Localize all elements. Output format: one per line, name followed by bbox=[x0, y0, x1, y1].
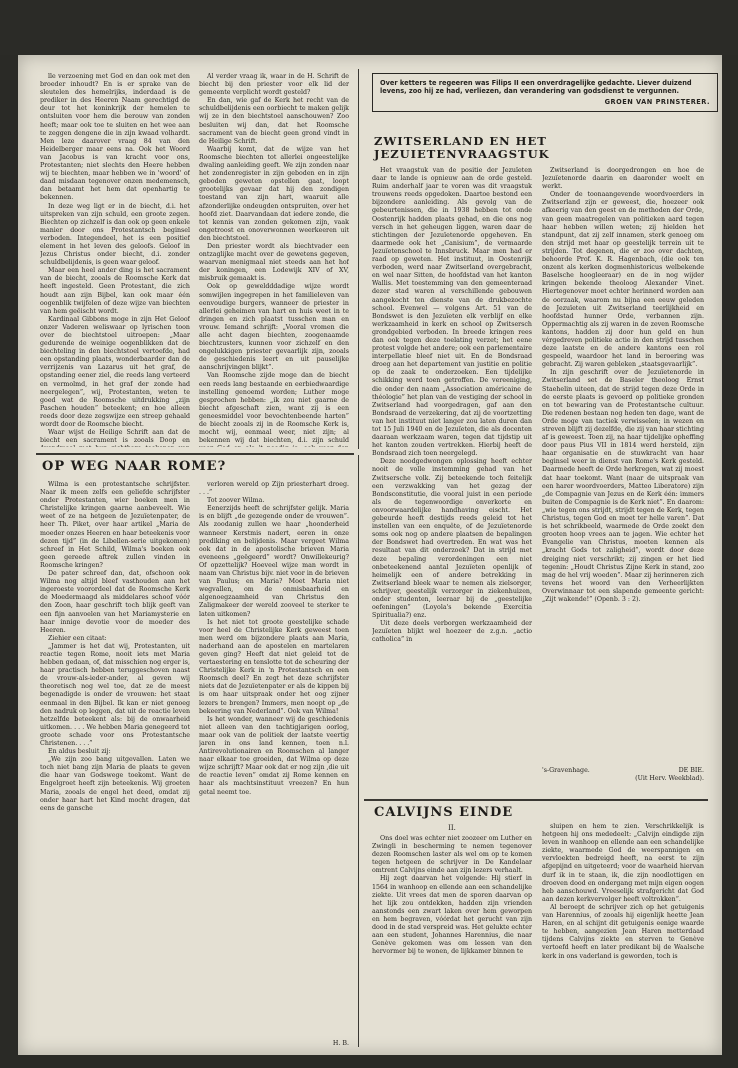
horizontal-rule-left bbox=[36, 453, 354, 455]
paragraph: Ons doel was echter niet zoozeer om Luther en Zwingli in bescherming te nemen tegenover dezen Roomschen laster als wel om op te komen tegen hetgeen de schrijver in De Kandelaar omtrent Calvijns einde aan zijn lezers verhaalt. bbox=[372, 835, 532, 875]
zwitserland-col4-text bbox=[542, 167, 704, 767]
calvijn-col4-text bbox=[542, 823, 704, 1047]
column-rule-bottom bbox=[358, 455, 359, 1047]
paragraph: Tot zoover Wilma. bbox=[207, 497, 265, 505]
paragraph: Is het niet tot groote geestelijke schade voor heel de Christelijke Kerk geweest toen men werd om bijzondere plaats aan Maria, naderhand aan de apostelen en martelaren geven ging? Heeft dat niet geleid tot de vertaestering en tenslotte tot de scheuring der Christelijke Kerk in 'n Protestantsch en een Roomsch deel? En zegt het deze schrijfster niets dat de Jezuïetenpater er als de kippen bij is om haar uitspraak onder het oog zijner lezers te brengen? Immers, men noopt op „de bekeering van Nederland”. Ook van Wilma! bbox=[199, 618, 349, 715]
paragraph: verloren wereld op Zijn priesterhart droeg. . . .” bbox=[199, 481, 349, 497]
col1-top-text bbox=[40, 73, 190, 447]
paragraph: Al verder vraag ik, waar in de H. Schrift de biecht bij den priester voor elk lid der gemeente verplicht wordt gesteld? bbox=[199, 73, 349, 97]
zwitserland-signature: DE BIE. bbox=[678, 767, 704, 774]
paragraph: Eenerzijds heeft de schrijfster gelijk. Maria is en blijft „de gezegende onder de vrouwen”. Als zoodanig zullen we haar „hoonderheid wanneer Kerstmis nadert, eeren in onze prediking en belijdenis. Maar vergeet Wilma ook dat in de apostolische brieven Maria eveneens „geëgeerd” wordt? Onwillekeurig? Of opzettelijk? Hoeveel wijze man wordt in naam van Christus bijv. niet voor in de brieven van Paulus; en Maria? Moet Maria niet wegvallen, om de onmisbaarheid en algenoegzaamheid van Christus den Zaligmakeer der wereld zooveel te sterker te laten uitkomen? bbox=[199, 505, 349, 618]
paragraph: In zijn geschrift over de Jezuïetenorde in Zwitserland set de Baseler theoloog Ernst Staehelin uiteen, dat de strijd tegen deze Orde in de eerste plaats is gevoerd op politieke gronden en tot bewaring van de Protestantsche cultuur. Die redenen bestaan nog heden ten dage, want de Orde moge van tactiek verwisselen; in wezen en streven blijft zij dezelfde, die zij van haar stichting af is geweest. Toen zij, na haar tijdelijke opheffing door paus Pius VII in 1814 werd hersteld, zijn haar organisatie en de stuwkracht van haar beginsel weer in dienst van Rome's Kerk gesteld. Daarmede heeft de Orde herkregen, wat zij moest dat haar toekomt. Want (naar de uitspraak van een harer woordvoerders, Matteo Liberatore) zijn „de Compagnie van Jezus en de Kerk één: immers buiten de Compagnie is de Kerk niet”. En daarom: „wie tegen ons strijdt, strijdt tegen de Kerk, tegen Christus, tegen God en moet ter helle varen”. Dat is het schrikbeeld, waarmede de Orde zoekt den grooten hoop vrees aan te jagen. Wie echter het Evangelie van Christus, moeten kennen als „kracht Gods tot zaligheid”, wordt door deze dreiging niet verschrikt; zij zingen er het lied tegenin: „Houdt Christus Zijne Kerk in stand, zoo mag de hel vrij woeden”. Maar zij herinneren zich tevens het woord van den Verheerlijkten Overwinnaar tot een slapende gemeente gericht: „Zijt wakende!” (Openb. 3 : 2). bbox=[542, 369, 704, 603]
paragraph: Uit deze deels verborgen werkzaamheid der Jezuïeten blijkt wel hoezeer de z.g.n. „actio catholica” in bbox=[372, 620, 532, 644]
rome-headline: OP WEG NAAR ROME? bbox=[42, 459, 227, 474]
paragraph: Maar een heel ander ding is het sacrament van de biecht, zooals de Roomsche Kerk dat heeft ingesteld. Geen Protestant, die zich houdt aan zijn Bijbel, kan ook maar één oogenblik twijfelen of deze wijze van biechten van hem geëischt wordt. bbox=[40, 267, 190, 315]
paragraph: Den priester wordt als biechtvader een ontzaglijke macht over de gewetens gegeven, waarvan menigmaal niet steeds aan het hof der koningen, een Lodewijk XIV of XV, misbruik gemaakt is. bbox=[199, 242, 349, 283]
rome-col1-text bbox=[40, 481, 190, 1047]
newspaper-page bbox=[18, 55, 722, 1055]
paragraph: Is het wonder, wanneer wij de geschiedenis niet alleen van den tachtigjarigen oorlog, maar ook van de politiek der laatste veertig jaren in ons land kennen, toen n.l. Antirevolutionairen en Roomschen al langer naar elkaar toe groeiden, dat Wilma op deze wijze schrijft? Maar ook dat er nog zijn ,die uit de reactie leven” omdat zij Rome kennen en haar als machtsinstituut vreezen? En hun getal neemt toe. bbox=[199, 715, 349, 796]
quote-box bbox=[372, 73, 718, 112]
zwitserland-place: 's-Gravenhage. bbox=[542, 767, 590, 774]
paragraph: Het vraagstuk van de positie der Jezuïeten daar te lande is opnieuw aan de orde gesteld. Ruim anderhalf jaar te voren was dit vraagstuk trouwens reeds opgedoken. Daartoe bestond een bijzondere aanleiding. Als gevolg van de gebeurtenissen, die in 1938 hebben tot onde Oostenrijk hadden plaats gehad, en die ons nog versch in het geheugen liggen, waren daar de stichtingen der Jezuïetenorde opgeheven. En daarmede ook het „Canisium”, de vermaarde Jezuïetenschool te Innsbruck. Maar men had er raad op geweten. Het instituut, in Oostenrijk verboden, werd naar Zwitserland overgebracht, en wel naar Sitten, de hoofdstad van het kanton Wallis. Met toestemming van den gemeenteraad dezer stad waren al verschillende gebouwen aangekocht ten dienste van de drukbezochte school. Evenwel — volgens Art. 51 van de Bondswet is den Jezuïeten elk verblijf en elke werkzaamheid in kerk en school op Zwitsersch grondgebied verboden. In breede kringen rees dan ook tegen deze toelating verzet; het eene protest volgde het andere; ook een parlementaire interpellatie bleef niet uit. En de Bondsraad droeg aan het departement van justitie en politie op de zaak te onderzoeken. Een tijdelijke schikking werd toen getroffen. De vereeniging, die onder den naam „Association américaine de théologie” het plan van de vestiging der school in Zwitserland had voorgedragen, gaf aan den Bondsraad de verzekering, dat zij de voortzetting van het instituut niet langer zou laten duren dan tot 15 Juli 1940 en de Jezuïeten, die als docenten daaraan werkzaam waren, tegen dat tijdstip uit het kanton zouden vertrekken. Hierbij heeft de Bondsraad zich toen neergelegd. bbox=[372, 167, 532, 458]
quote-author: GROEN VAN PRINSTERER. bbox=[604, 97, 710, 106]
paragraph: Deze noodgedwongen oplossing heeft echter nooit de volle instemming gehad van het Zwitsersche volk. Zij beteekende toch feitelijk een verzwakking van het gezag der Bondsconstitutie, die vooral juist in een periode als de tegenwoordige onverkorte en onvoorwaardelijke handhaving eischt. Het gebeurde heeft destijds reeds geleid tot het instellen van een enquête, of de Jezuïetenorde soms ook nog op andere plaatsen de bepalingen der Bondswet had overtreden. En wat was het resultaat van dit onderzoek? Dat in strijd met deze bepaling verordeningen een niet onbeteekenend aantal Jezuïeten openlijk of heimelijk een of andere betrekking in Zwitserland bleek waar te nemen als zielsorger, schrijver, geestelijk verzorger in ziekenhuizen, onder studenten, leeraar bij de „geestelijke oefeningen” (Loyola's bekende Exercitia Spiritualia?) enz. bbox=[372, 458, 532, 620]
zwitserland-signature-block bbox=[542, 767, 704, 787]
paragraph: Zwitserland is doorgedrongen en hoe de Jezuïetenorde daarin en daaronder woelt en werkt. bbox=[542, 167, 704, 191]
paragraph: De pater schreef dan, dat, ofschoon ook Wilma nog altijd bleef vasthouden aan het ingeroeste voorordeel dat de Roomsche Kerk de Moedermaagd als middelares schoof vóór den Zoon, haar geschrift toch blijk geeft van een fijn aanvoelen van het Mariamysterie en haar innige devotie voor de moeder des Heeren. bbox=[40, 570, 190, 634]
zwitserland-col3-text bbox=[372, 167, 532, 797]
paragraph: Waarbij komt, dat de wijze van het Roomsche biechten tot allerlei ongeestelijke dwaling aanleiding geeft. We zijn zonden naar het zondenregister in zijn geboden en in zijn geboden geweten opstellen gaat, loopt grootelijks gevaar dat hij den zondigen toestand van zijn hart, waaruit alle afzonderlijke ondeugden ontspruiten, over het hoofd ziet. Daarvandaan dat iedere zonde, die tot kennis van zonden gekomen zijn, vaak ongetroost en onoverwonnen weerkeeren uit den biechtstoel. bbox=[199, 145, 349, 242]
paragraph: Onder de toonaangevende woordvoerders in Zwitserland zijn er geweest, die, hoezeer ook afkeerig van den geest en de methoden der Orde, van geen maatregelen van politieken aard tegen haar hebben willen weten; zij hielden het standpunt, dat zij zelf innamen, sterk genoeg om den strijd met haar op geestelijk terrein uit te strijden. Tot degenen, die er zoo over dachten, behoorde Prof. K. R. Hagenbach, (die ook ten onzent als kerken dogmenhistoricus welbekende Baselsche hoogleeraar) en de in nog wijder kringen bekende theoloog Alexander Vinet. Hiertegenover moet echter herinnerd worden aan de oorzaak, waarom nu bijna een eeuw geleden de Jezuïeten uit Zwitserland teerlijkheid en hoofdstad hunner Orde, verbannen zijn. Oppermachtig als zij waren in de zeven Roomsche kantons, hadden zij door hun geld en hun vérgedreven politieke actie in den strijd tusschen deze laatste en de andere kantons een rol gespeeld, waardoor het land in beroering was gebracht. Zij waren gebleken „staatsgevaarlijk”. bbox=[542, 191, 704, 369]
paragraph: Ook op geweldddadige wijze wordt somwijlen ingegrepen in het familieleven van eenvoudige burgers, wanneer de priester in allerlei geheimen van hart en huis weet in te dringen en zich plaatst tusschen man en vrouw. Iemand schrijft: „Vooral vromen die alle acht dagen biechten, zoogenaamde biechtzusters, kunnen voor zichzelf en den ongelukkigen priester gevaarlijk zijn, zooals de geschiedenis leert en uit pauselijke aanschrijvingen blijkt”. bbox=[199, 283, 349, 372]
paragraph: Al beroept de schrijver zich op het getuigenis van Harennius, of zooals hij eigenlijk heette Jean Haren, en al schijnt dit getuigenis eenige waarde te hebben, aangezien Jean Haren metterdaad tijdens Calvijns ziekte en sterven te Genève vertoefd heeft en later predikant bij de Waalsche kerk in ons vaderland is geworden, toch is bbox=[542, 903, 704, 960]
zwitserland-headline: ZWITSERLAND EN HET JEZUIETENVRAAGSTUK bbox=[374, 134, 550, 161]
paragraph: In deze weg ligt er in de biecht, d.i. het uitspreken van zijn schuld, een groote zegen. Biechten op zichzelf is dan ook op geen enkele manier door ons Protestantsch beginsel verboden. Integendeel, het is een positief element in het leven des geloofs. Geloof in Jezus Christus onder biecht, d.i. zonder schuldbelijdenis, is geen waar geloof. bbox=[40, 202, 190, 267]
paragraph: „We zijn zoo bang uitgevallen. Laten we toch niet bang zijn Maria de plaats te geven die haar van Godswege toekomt. Want de Engelgroet heeft zijn beteekenis. Wij groeten Maria, zooals de engel het deed, omdat zij onder haar hart het Kind mocht dragen, dat eens de gansche bbox=[40, 756, 190, 812]
zwitserland-source: (Uit Herv. Weekblad). bbox=[635, 775, 704, 783]
paragraph: Ziehier een citaat: bbox=[48, 634, 107, 642]
paragraph: sluipen en hem te zien. Verschrikkelijk is hetgeen hij ons mededeelt: „Calvijn eindigde zijn leven in wanhoop en ellende aan een schandelijke ziekte, waarmede God de weerspannigen en vervloekten bedreigd heeft, na eerst te zijn afgepijnd en uitgeteerd; voor de waarheid hiervan durf ik in te staan, ik, die zijn noodlottigen en droeven dood en ondergang met mijn eigen oogen heb aanschouwd. Vreeselijk strafgericht dat God aan dezen kerkvervolger heeft voltrokken”. bbox=[542, 823, 704, 903]
paragraph: Waar wijst de Heilige Schrift aan dat de biecht een sacrament is zooals Doop en bbox=[40, 429, 190, 445]
calvijn-col3-text bbox=[372, 835, 532, 1047]
column-rule bbox=[358, 69, 359, 449]
scanner-border bbox=[0, 0, 738, 55]
horizontal-rule-right bbox=[364, 799, 708, 801]
rome-col2-text bbox=[199, 481, 349, 1037]
paragraph: „Jammer is het dat wij, Protestanten, uit reactie tegen Rome, nooit iets met Maria hebben gedaan, of, dat misschien nog erger is, haar practisch hebben teruggeschoven naast de vrouw-als-ieder-ander, al geven wij theoretisch nog wel toe, dat ze de meest begenadigde is onder de vrouwen: het staat eenmaal in den Bijbel. Ik kan er niet genoeg den nadruk op leggen, dat uit de reactie leven hetzelfde beteekent als: bij de onwaarheid uitkomen. . . . We hebben Maria genegeerd tot groote schade voor ons Protestantsche Christenen. . . .” bbox=[40, 642, 190, 747]
paragraph: En aldus besluit zij: bbox=[48, 748, 111, 756]
paragraph: Kardinaal Gibbons moge in zijn Het Geloof onzer Vaderen weliswaar op lyrischen toon over de biechtstoel uitroepen: „Maar gedurende de weinige oogenblikken dat de biechteling in den biechtstoel vertoefde, had een opstanding plaats, wonderbaarder dan de verrijzenis van Lazarus uit het graf, de opstanding eener ziel, die reeds lang verteerd en vermolmd, in het graf der zonde had neergelegen”, wij, Protestanten, weten te goed wat de Roomsche uitdrukking „zijn Paschen houden” beteekent; en hoe alleen reeds door deze zegswijze een streep gehaald wordt door de Roomsche biecht. bbox=[40, 315, 190, 429]
quote-text: Over ketters te regeeren was Filips II een onverdragelijke gedachte. Liever duizend levens, zoo hij ze had, verliezen, dan verandering van godsdienst te vergunnen. bbox=[380, 79, 692, 96]
calvijn-headline: CALVIJNS EINDE bbox=[374, 805, 514, 820]
col2-top-text bbox=[199, 73, 349, 447]
rome-signature: H. B. bbox=[332, 1040, 349, 1047]
paragraph: Wilma is een protestantsche schrijfster. Naar ik meen zelfs een geliefde schrijfster onder Protestanten, wier boeken men in Christelijke kringen gaarne aanbeveelt. Wie weet of ze na hetgeen de Jezuïetenpater, de heer Th. Piket, over haar artikel „Maria de moeder onzes Heeren en haar beteekenis voor dezen tijd” (in de Libellen-serie uitgekomen) schreef in Het Schild, Wilma's boeken ook geen gereede aftrek zullen vinden in Roomsche kringen? bbox=[40, 481, 190, 569]
paragraph: En dan, wie gaf de Kerk het recht van de schuldbelijdenis een oorbiecht te maken gelijk wij ze in den biechtstoel aanschouwen? Zoo besluiten wij dan, dat het Roomsche sacrament van de biecht geen grond vindt in de Heilige Schrift. bbox=[199, 97, 349, 145]
paragraph: Hij zegt daarvan het volgende: Hij stierf in 1564 in wanhoop en ellende aan een schandelijke ziekte. Uit vrees dat men de sporen daarvan op het lijk zou ontdekken, hadden zijn vrienden aanstonds een zwart laken over hem geworpen en hem begraven, vóórdat het gerucht van zijn dood in de stad verspreid was. Het gelukte echter aan een student, Johannes Harennius, die naar Genève gekomen was om lessen van den hervormer bij te wonen, de lijkkamer binnen te bbox=[372, 875, 532, 956]
paragraph: Van Roomsche zijde moge dan de biecht een reeds lang bestaande en eerbiedwaardige instelling genoemd worden; Luther moge gesprochen hebben: „ik zou niet gaarne de biecht afgeschaft zien, want zij is een geneesmiddel voor bevochtenbeende harten” de biecht zooals zij in de Roomsche Kerk is, mocht wij, eenmaal weer, niet zijn; al bekennen wij dat biechten, d.i. zijn schuld bbox=[199, 372, 349, 445]
calvijn-subtitle: II. bbox=[448, 824, 456, 832]
paragraph: lle verzoening met God en dan ook met den broeder inhoudt? En is er sprake van de sleutelen des hemelrijks, inderdaad is de prediker in des Heeren Naam gerechtigd de deur tot het koninkrijk der hemelen te ontsluiten voor hem die berouw van zonden heeft; maar ook toe te sluiten en het wee aan te zeggen dengene die in zijn kwaad volhardt. Men leze daarover vraag 84 van den Heidelberger maar eens na. Ook het Woord van Jacobus is van kracht voor ons, Protestanten; niet slechts den Heere hebben wij te biechten, maar hebben we in 'woord' of daad misdaan tegenover onzen medemensch, dan betaamt het hem dat openhartig te bekennen. bbox=[40, 73, 190, 202]
